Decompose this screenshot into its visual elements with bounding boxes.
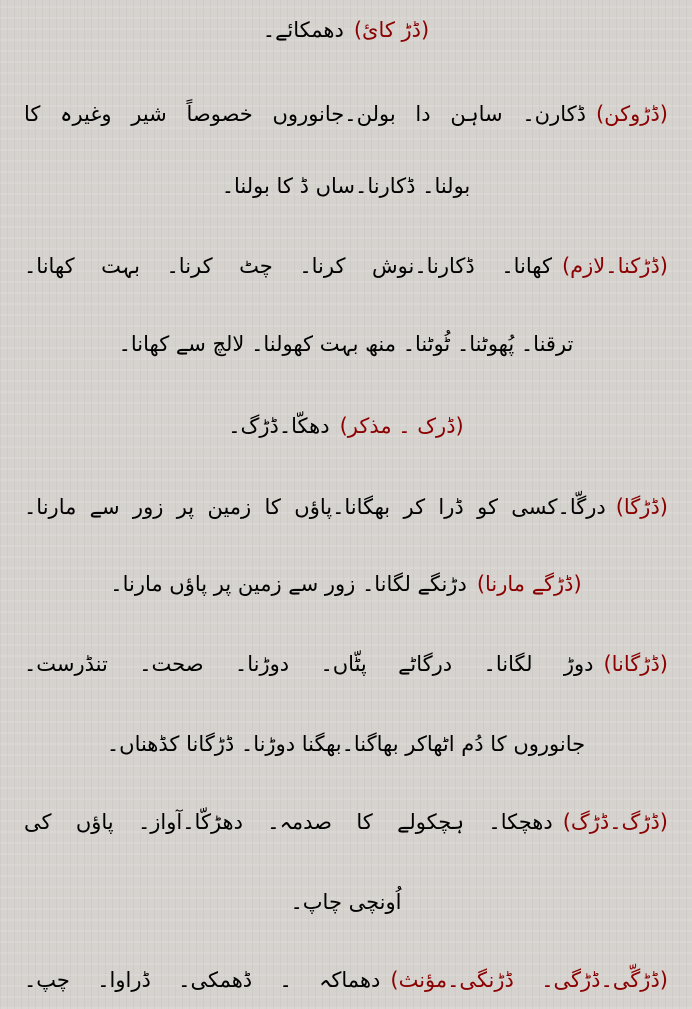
entry-line-3 [24,164,668,208]
headword: (ڈڑگے مارنا) [476,572,582,596]
entry-line-9 [24,642,668,686]
headword: (ڈڑ کائ) [353,18,430,42]
definition-text: ڈکارن۔ ساہن دا بولن۔جانوروں خصوصاً شیر وغیرہ کا [24,102,586,126]
entry-line-5 [24,322,668,366]
definition-text: درگّا۔کسی کو ڈرا کر بھگانا۔پاؤں کا زمین پر زور سے مارنا۔ [24,495,606,519]
definition-text: اُونچی چاپ۔ [290,890,402,914]
headword: (ڈڑوکن) [595,102,668,126]
definition-text: بولنا۔ ڈکارنا۔ساں ڈ کا بولنا۔ [221,174,471,198]
definition-text: ترقنا۔ پُھوٹنا۔ ٹُوٹنا۔ منھ بہت کھولنا۔ لالچ سے کھانا۔ [118,332,574,356]
definition-text: دھمکائے۔ [262,18,344,42]
headword: (ڈڑگّی۔ڈڑگی۔ ڈڑنگی۔مؤنث) [390,968,668,992]
entry-line-10 [24,722,668,766]
entry-line-6 [24,404,668,448]
definition-text: دھچکا۔ ہچکولے کا صدمہ۔ دھڑکّا۔آواز۔ پاؤں کی [24,810,553,834]
definition-text: دوڑ لگانا۔ درگاٹے پٹّاں۔ دوڑنا۔ صحت۔ تنڈرست۔ [24,652,594,676]
entry-line-11 [24,800,668,844]
headword: (ڈڑگانا) [603,652,668,676]
entry-line-1 [24,8,668,52]
entry-line-8 [24,562,668,606]
headword: (ڈرک ۔ مذکر) [339,414,464,438]
entry-line-13 [24,958,668,1002]
definition-text: کھانا۔ ڈکارنا۔نوش کرنا۔ چٹ کرنا۔ بہت کھانا۔ [24,254,552,278]
entry-line-2 [24,92,668,136]
definition-text: دھکّا۔ڈڑگ۔ [228,414,330,438]
headword: (ڈڑکنا۔لازم) [561,254,668,278]
headword: (ڈڑگ۔ڈڑگ) [562,810,668,834]
definition-text: جانوروں کا دُم اٹھاکر بھاگنا۔بھگنا دوڑنا۔ ڈڑگانا کڈھناں۔ [106,732,586,756]
definition-text: دڑنگے لگانا۔ زور سے زمین پر پاؤں مارنا۔ [110,572,467,596]
entry-line-4 [24,244,668,288]
entry-line-12 [24,880,668,924]
entry-line-7 [24,485,668,529]
headword: (ڈڑگا) [615,495,668,519]
definition-text: دھماکہ ۔ ڈھمکی۔ ڈراوا۔ چپ۔ [24,968,381,992]
